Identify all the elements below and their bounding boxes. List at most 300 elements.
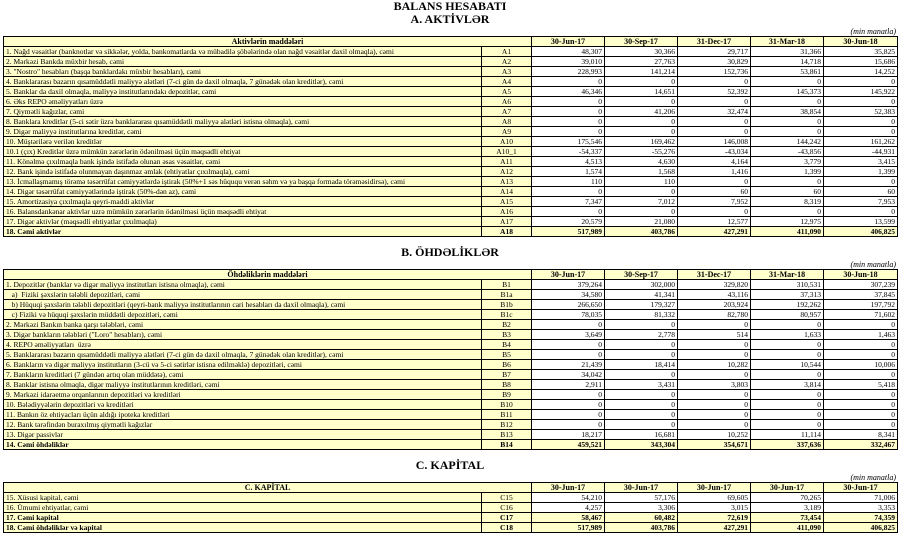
header-row — [4, 37, 898, 47]
value-cell: 0 — [751, 420, 824, 430]
value-cell: 0 — [678, 77, 751, 87]
value-cell: 20,579 — [532, 217, 605, 227]
value-cell: -54,337 — [532, 147, 605, 157]
value-cell: 343,304 — [605, 440, 678, 450]
value-cell: 514 — [678, 330, 751, 340]
value-cell: 144,242 — [751, 137, 824, 147]
table-row — [4, 410, 898, 420]
value-cell: 30,829 — [678, 57, 751, 67]
unit-note: (min manatla) — [850, 260, 896, 269]
table-row — [4, 310, 898, 320]
section-c-title: C. KAPİTAL — [415, 458, 485, 472]
row-label: 10.1 (çıx) Kreditlər üzrə mümkün zərərlərin ödənilməsi üçün məqsədli ehtiyat — [4, 147, 482, 157]
row-label: 15. Xüsusi kapital, cəmi — [4, 493, 482, 503]
row-label: 9. Digər maliyyə institutlarına kreditlər, cəmi — [4, 127, 482, 137]
value-cell: 71,602 — [824, 310, 898, 320]
value-cell: 0 — [532, 77, 605, 87]
value-cell: 0 — [678, 420, 751, 430]
row-code: B6 — [482, 360, 532, 370]
row-label: 17. Digər aktivlər (məqsədli ehtiyatlar çıxılmaqla) — [4, 217, 482, 227]
row-label: 1. Nağd vəsaitlər (banknotlar və sikkələr, yolda, bankomatlarda və mübadilə şöbələrində olan nağd vəsaitlər daxil olmaqla), cəmi — [4, 47, 482, 57]
value-cell: 10,282 — [678, 360, 751, 370]
row-label: 9. Mərkəzi idarəetmə orqanlarının depozitləri və kreditləri — [4, 390, 482, 400]
value-cell: 14,252 — [824, 67, 898, 77]
row-label: 12. Bank işində istifadə olunmayan daşınmaz əmlak (ehtiyatlar çıxılmaqla), cəmi — [4, 167, 482, 177]
row-label: 4. REPO əməliyyatları üzrə — [4, 340, 482, 350]
row-label: 16. Ümumi ehtiyatlar, cəmi — [4, 503, 482, 513]
row-code: B13 — [482, 430, 532, 440]
row-code: A7 — [482, 107, 532, 117]
value-cell: 73,454 — [751, 513, 824, 523]
table-row — [4, 320, 898, 330]
row-code: A10 — [482, 137, 532, 147]
value-cell: 203,924 — [678, 300, 751, 310]
row-code: A6 — [482, 97, 532, 107]
value-cell: 31,366 — [751, 47, 824, 57]
value-cell: 0 — [751, 340, 824, 350]
table-row — [4, 513, 898, 523]
value-cell: 0 — [532, 187, 605, 197]
value-cell: 403,786 — [605, 523, 678, 533]
row-label: 4. Banklararası bazarın qısamüddətli maliyyə alətləri (7-ci gün də daxil olmaqla, 7 günədək olan kreditlər), cəmi — [4, 77, 482, 87]
value-cell: 15,686 — [824, 57, 898, 67]
date-column-header: 30-Jun-18 — [824, 37, 898, 47]
value-cell: 8,341 — [824, 430, 898, 440]
table-row — [4, 167, 898, 177]
value-cell: 310,531 — [751, 280, 824, 290]
value-cell: 0 — [824, 117, 898, 127]
section-b-title: B. ÖHDƏLİKLƏR — [401, 245, 499, 259]
table-row — [4, 493, 898, 503]
value-cell: 11,114 — [751, 430, 824, 440]
value-cell: 0 — [678, 370, 751, 380]
table-row — [4, 187, 898, 197]
value-cell: 0 — [605, 207, 678, 217]
table-row — [4, 227, 898, 237]
value-cell: 0 — [824, 350, 898, 360]
row-code: C15 — [482, 493, 532, 503]
value-cell: 1,399 — [824, 167, 898, 177]
value-cell: 0 — [605, 117, 678, 127]
date-column-header: 31-Mar-18 — [751, 270, 824, 280]
value-cell: 52,392 — [678, 87, 751, 97]
table-row — [4, 430, 898, 440]
value-cell: 4,257 — [532, 503, 605, 513]
value-cell: 30,366 — [605, 47, 678, 57]
row-label: 10. Müştərilərə verilən kreditlər — [4, 137, 482, 147]
value-cell: 266,650 — [532, 300, 605, 310]
table-row — [4, 77, 898, 87]
table-row — [4, 523, 898, 533]
row-label: 2. Mərkəzi Bankın banka qarşı tələbləri, cəmi — [4, 320, 482, 330]
unit-note: (min manatla) — [850, 27, 896, 36]
value-cell: 0 — [751, 77, 824, 87]
row-code: B1c — [482, 310, 532, 320]
row-code: A5 — [482, 87, 532, 97]
table-row — [4, 97, 898, 107]
value-cell: 329,820 — [678, 280, 751, 290]
value-cell: 0 — [824, 370, 898, 380]
value-cell: 0 — [824, 320, 898, 330]
value-cell: 0 — [751, 410, 824, 420]
value-cell: 3,415 — [824, 157, 898, 167]
value-cell: 110 — [532, 177, 605, 187]
date-column-header: 30-Jun-17 — [751, 483, 824, 493]
value-cell: 82,780 — [678, 310, 751, 320]
row-code: A10_1 — [482, 147, 532, 157]
value-cell: 34,580 — [532, 290, 605, 300]
row-code: A18 — [482, 227, 532, 237]
liabilities-table — [3, 269, 898, 450]
value-cell: -43,034 — [678, 147, 751, 157]
value-cell: 302,000 — [605, 280, 678, 290]
value-cell: 71,006 — [824, 493, 898, 503]
value-cell: 3,779 — [751, 157, 824, 167]
date-column-header: 30-Sep-17 — [605, 37, 678, 47]
value-cell: 0 — [824, 177, 898, 187]
value-cell: 0 — [824, 207, 898, 217]
date-column-header: 30-Sep-17 — [605, 270, 678, 280]
value-cell: 69,605 — [678, 493, 751, 503]
table-row — [4, 380, 898, 390]
value-cell: 1,568 — [605, 167, 678, 177]
table-row — [4, 360, 898, 370]
row-code: A14 — [482, 187, 532, 197]
row-code: A11 — [482, 157, 532, 167]
value-cell: 0 — [678, 320, 751, 330]
value-cell: 0 — [532, 340, 605, 350]
value-cell: 81,332 — [605, 310, 678, 320]
value-cell: 14,718 — [751, 57, 824, 67]
value-cell: 0 — [532, 400, 605, 410]
value-cell: 4,513 — [532, 157, 605, 167]
value-cell: 39,010 — [532, 57, 605, 67]
date-column-header: 30-Jun-17 — [532, 37, 605, 47]
row-code: A4 — [482, 77, 532, 87]
value-cell: 12,577 — [678, 217, 751, 227]
value-cell: 35,825 — [824, 47, 898, 57]
row-label: 5. Banklararası bazarın qısamüddətli maliyyə alətləri (7-ci gün də daxil olmaqla, 7 günədək olan kreditlər), cəmi — [4, 350, 482, 360]
value-cell: 0 — [532, 97, 605, 107]
value-cell: 0 — [824, 127, 898, 137]
value-cell: 0 — [824, 340, 898, 350]
row-code: B2 — [482, 320, 532, 330]
table-row — [4, 350, 898, 360]
value-cell: 3,353 — [824, 503, 898, 513]
value-cell: 406,825 — [824, 227, 898, 237]
row-label: c) Fiziki və hüquqi şəxslərin müddətli depozitləri, cəmi — [4, 310, 482, 320]
value-cell: 0 — [605, 420, 678, 430]
table-row — [4, 127, 898, 137]
row-code: B3 — [482, 330, 532, 340]
table-row — [4, 197, 898, 207]
row-label: 2. Mərkəzi Bankda müxbir hesab, cəmi — [4, 57, 482, 67]
value-cell: 354,671 — [678, 440, 751, 450]
value-cell: 3,803 — [678, 380, 751, 390]
table-row — [4, 117, 898, 127]
value-cell: 0 — [751, 207, 824, 217]
row-code: A8 — [482, 117, 532, 127]
value-cell: 34,042 — [532, 370, 605, 380]
value-cell: 7,952 — [678, 197, 751, 207]
value-cell: 58,467 — [532, 513, 605, 523]
value-cell: 0 — [824, 400, 898, 410]
value-cell: 10,252 — [678, 430, 751, 440]
table-row — [4, 440, 898, 450]
value-cell: 0 — [605, 77, 678, 87]
value-cell: 1,463 — [824, 330, 898, 340]
date-column-header: 30-Jun-17 — [532, 483, 605, 493]
row-label: 18. Cəmi aktivlər — [4, 227, 482, 237]
date-column-header: 30-Jun-17 — [532, 270, 605, 280]
value-cell: 0 — [532, 350, 605, 360]
page-title: BALANS HESABATI — [393, 0, 507, 13]
table-row — [4, 207, 898, 217]
value-cell: 0 — [678, 117, 751, 127]
row-code: A1 — [482, 47, 532, 57]
value-cell: 403,786 — [605, 227, 678, 237]
value-cell: 60 — [824, 187, 898, 197]
section-a-title: A. AKTİVLƏR — [410, 12, 490, 26]
value-cell: 0 — [678, 340, 751, 350]
table-row — [4, 177, 898, 187]
table-row — [4, 217, 898, 227]
table-row — [4, 420, 898, 430]
assets-table — [3, 36, 898, 237]
value-cell: 0 — [824, 390, 898, 400]
row-label: 5. Banklar da daxil olmaqla, maliyyə institutlarındakı depozitlər, cəmi — [4, 87, 482, 97]
row-label: a) Fiziki şəxslərin tələbli depozitləri, cəmi — [4, 290, 482, 300]
value-cell: 14,651 — [605, 87, 678, 97]
value-cell: 4,630 — [605, 157, 678, 167]
date-column-header: 30-Jun-17 — [824, 483, 898, 493]
value-cell: 517,989 — [532, 227, 605, 237]
header-row — [4, 270, 898, 280]
row-code: A3 — [482, 67, 532, 77]
row-label: 8. Banklar istisna olmaqla, digər maliyyə institutlarının kreditləri, cəmi — [4, 380, 482, 390]
value-cell: 0 — [678, 390, 751, 400]
table-row — [4, 87, 898, 97]
value-cell: 0 — [605, 127, 678, 137]
value-cell: 13,599 — [824, 217, 898, 227]
value-cell: 0 — [751, 97, 824, 107]
value-cell: 0 — [751, 127, 824, 137]
value-cell: 3,649 — [532, 330, 605, 340]
value-cell: 0 — [678, 127, 751, 137]
value-cell: 72,619 — [678, 513, 751, 523]
value-cell: 0 — [824, 420, 898, 430]
value-cell: 41,206 — [605, 107, 678, 117]
value-cell: 0 — [678, 410, 751, 420]
value-cell: 0 — [532, 390, 605, 400]
value-cell: 0 — [751, 390, 824, 400]
table-row — [4, 290, 898, 300]
value-cell: 1,633 — [751, 330, 824, 340]
value-cell: 0 — [678, 400, 751, 410]
value-cell: 110 — [605, 177, 678, 187]
value-cell: 52,383 — [824, 107, 898, 117]
value-cell: 145,922 — [824, 87, 898, 97]
row-code: B10 — [482, 400, 532, 410]
table-row — [4, 330, 898, 340]
value-cell: 37,845 — [824, 290, 898, 300]
value-cell: 1,574 — [532, 167, 605, 177]
value-cell: 78,035 — [532, 310, 605, 320]
value-cell: 0 — [751, 400, 824, 410]
value-cell: 0 — [532, 410, 605, 420]
table-row — [4, 57, 898, 67]
value-cell: 38,854 — [751, 107, 824, 117]
value-cell: 406,825 — [824, 523, 898, 533]
value-cell: 80,957 — [751, 310, 824, 320]
items-column-header: Aktivlərin maddələri — [4, 37, 532, 47]
value-cell: 0 — [605, 97, 678, 107]
row-label: 17. Cəmi kapital — [4, 513, 482, 523]
value-cell: 175,546 — [532, 137, 605, 147]
value-cell: 3,189 — [751, 503, 824, 513]
value-cell: 2,911 — [532, 380, 605, 390]
unit-note: (min manatla) — [850, 473, 896, 482]
value-cell: 228,993 — [532, 67, 605, 77]
row-label: 18. Cəmi öhdəliklər və kapital — [4, 523, 482, 533]
value-cell: -44,931 — [824, 147, 898, 157]
value-cell: 0 — [678, 177, 751, 187]
row-code: C17 — [482, 513, 532, 523]
value-cell: 37,313 — [751, 290, 824, 300]
value-cell: 0 — [605, 340, 678, 350]
row-code: B1a — [482, 290, 532, 300]
value-cell: 4,164 — [678, 157, 751, 167]
row-label: 3. Digər bankların tələbləri ("Loro" hesabları), cəmi — [4, 330, 482, 340]
table-row — [4, 370, 898, 380]
value-cell: 307,239 — [824, 280, 898, 290]
value-cell: 0 — [751, 177, 824, 187]
items-column-header: Öhdəliklərin maddələri — [4, 270, 532, 280]
value-cell: 0 — [751, 117, 824, 127]
value-cell: 146,008 — [678, 137, 751, 147]
value-cell: 3,015 — [678, 503, 751, 513]
value-cell: 0 — [532, 320, 605, 330]
row-label: b) Hüquqi şəxslərin tələbli depozitləri (qeyri-bank maliyyə institutlarının cari hesabları da daxil olmaqla), cəmi — [4, 300, 482, 310]
value-cell: 10,006 — [824, 360, 898, 370]
value-cell: 379,264 — [532, 280, 605, 290]
value-cell: 0 — [605, 390, 678, 400]
value-cell: 0 — [824, 97, 898, 107]
value-cell: 0 — [605, 370, 678, 380]
value-cell: 0 — [824, 410, 898, 420]
tables-root — [0, 27, 900, 533]
table-row — [4, 137, 898, 147]
table-row — [4, 47, 898, 57]
value-cell: 0 — [605, 320, 678, 330]
value-cell: 459,521 — [532, 440, 605, 450]
value-cell: 5,418 — [824, 380, 898, 390]
row-code: C18 — [482, 523, 532, 533]
row-code: A13 — [482, 177, 532, 187]
value-cell: 7,012 — [605, 197, 678, 207]
value-cell: 29,717 — [678, 47, 751, 57]
value-cell: 10,544 — [751, 360, 824, 370]
value-cell: 21,080 — [605, 217, 678, 227]
row-code: B8 — [482, 380, 532, 390]
value-cell: 145,373 — [751, 87, 824, 97]
value-cell: 427,291 — [678, 227, 751, 237]
row-code: B1 — [482, 280, 532, 290]
value-cell: 0 — [532, 127, 605, 137]
table-row — [4, 107, 898, 117]
value-cell: 0 — [678, 350, 751, 360]
row-code: A17 — [482, 217, 532, 227]
table-row — [4, 67, 898, 77]
row-code: B14 — [482, 440, 532, 450]
row-label: 11. Bankın öz ehtiyacları üçün aldığı ipoteka kreditləri — [4, 410, 482, 420]
value-cell: 21,439 — [532, 360, 605, 370]
table-row — [4, 340, 898, 350]
value-cell: 411,090 — [751, 523, 824, 533]
table-row — [4, 300, 898, 310]
row-label: 6. Bankların və digər maliyyə institutların (3-cü və 5-ci sətirlər istisna edilməklə) depozitləri, cəmi — [4, 360, 482, 370]
value-cell: 3,306 — [605, 503, 678, 513]
value-cell: 46,346 — [532, 87, 605, 97]
table-row — [4, 390, 898, 400]
value-cell: 0 — [605, 410, 678, 420]
value-cell: 1,416 — [678, 167, 751, 177]
row-code: B12 — [482, 420, 532, 430]
value-cell: 0 — [605, 187, 678, 197]
value-cell: 411,090 — [751, 227, 824, 237]
value-cell: 57,176 — [605, 493, 678, 503]
row-label: 11. Könəlmə çıxılmaqla bank işində istifadə olunan əsas vəsaitlər, cəmi — [4, 157, 482, 167]
value-cell: 60 — [751, 187, 824, 197]
value-cell: 161,262 — [824, 137, 898, 147]
value-cell: 0 — [678, 97, 751, 107]
row-code: B7 — [482, 370, 532, 380]
row-label: 10. Bələdiyyələrin depozitləri və kreditləri — [4, 400, 482, 410]
value-cell: -55,276 — [605, 147, 678, 157]
value-cell: 152,736 — [678, 67, 751, 77]
items-column-header: C. KAPİTAL — [4, 483, 532, 493]
value-cell: 197,792 — [824, 300, 898, 310]
value-cell: 0 — [751, 370, 824, 380]
date-column-header: 31-Dec-17 — [678, 37, 751, 47]
row-code: B4 — [482, 340, 532, 350]
row-label: 1. Depozitlər (banklar və digər maliyyə institutları istisna olmaqla), cəmi — [4, 280, 482, 290]
value-cell: 0 — [532, 420, 605, 430]
date-column-header: 30-Jun-17 — [605, 483, 678, 493]
value-cell: 2,778 — [605, 330, 678, 340]
value-cell: 53,861 — [751, 67, 824, 77]
value-cell: 0 — [678, 207, 751, 217]
value-cell: 7,347 — [532, 197, 605, 207]
value-cell: 18,217 — [532, 430, 605, 440]
table-row — [4, 157, 898, 167]
row-label: 16. Balansdankənar aktivlər uzrə mümkün zərərlərin ödənilməsi üçün məqsədli ehtiyat — [4, 207, 482, 217]
value-cell: 0 — [751, 320, 824, 330]
row-label: 13. İcmallaşmamış törəmə təsərrüfat cəmiyyətlərdə iştirak (50%+1 səs hüququ verən səhm və ya başqa formada törəməsidirsə), cəmi — [4, 177, 482, 187]
value-cell: 0 — [751, 350, 824, 360]
value-cell: 48,307 — [532, 47, 605, 57]
value-cell: 169,462 — [605, 137, 678, 147]
row-code: B1b — [482, 300, 532, 310]
value-cell: 18,414 — [605, 360, 678, 370]
row-code: B11 — [482, 410, 532, 420]
date-column-header: 30-Jun-17 — [678, 483, 751, 493]
capital-table — [3, 482, 898, 533]
value-cell: 3,431 — [605, 380, 678, 390]
value-cell: 74,359 — [824, 513, 898, 523]
table-row — [4, 147, 898, 157]
row-code: A16 — [482, 207, 532, 217]
